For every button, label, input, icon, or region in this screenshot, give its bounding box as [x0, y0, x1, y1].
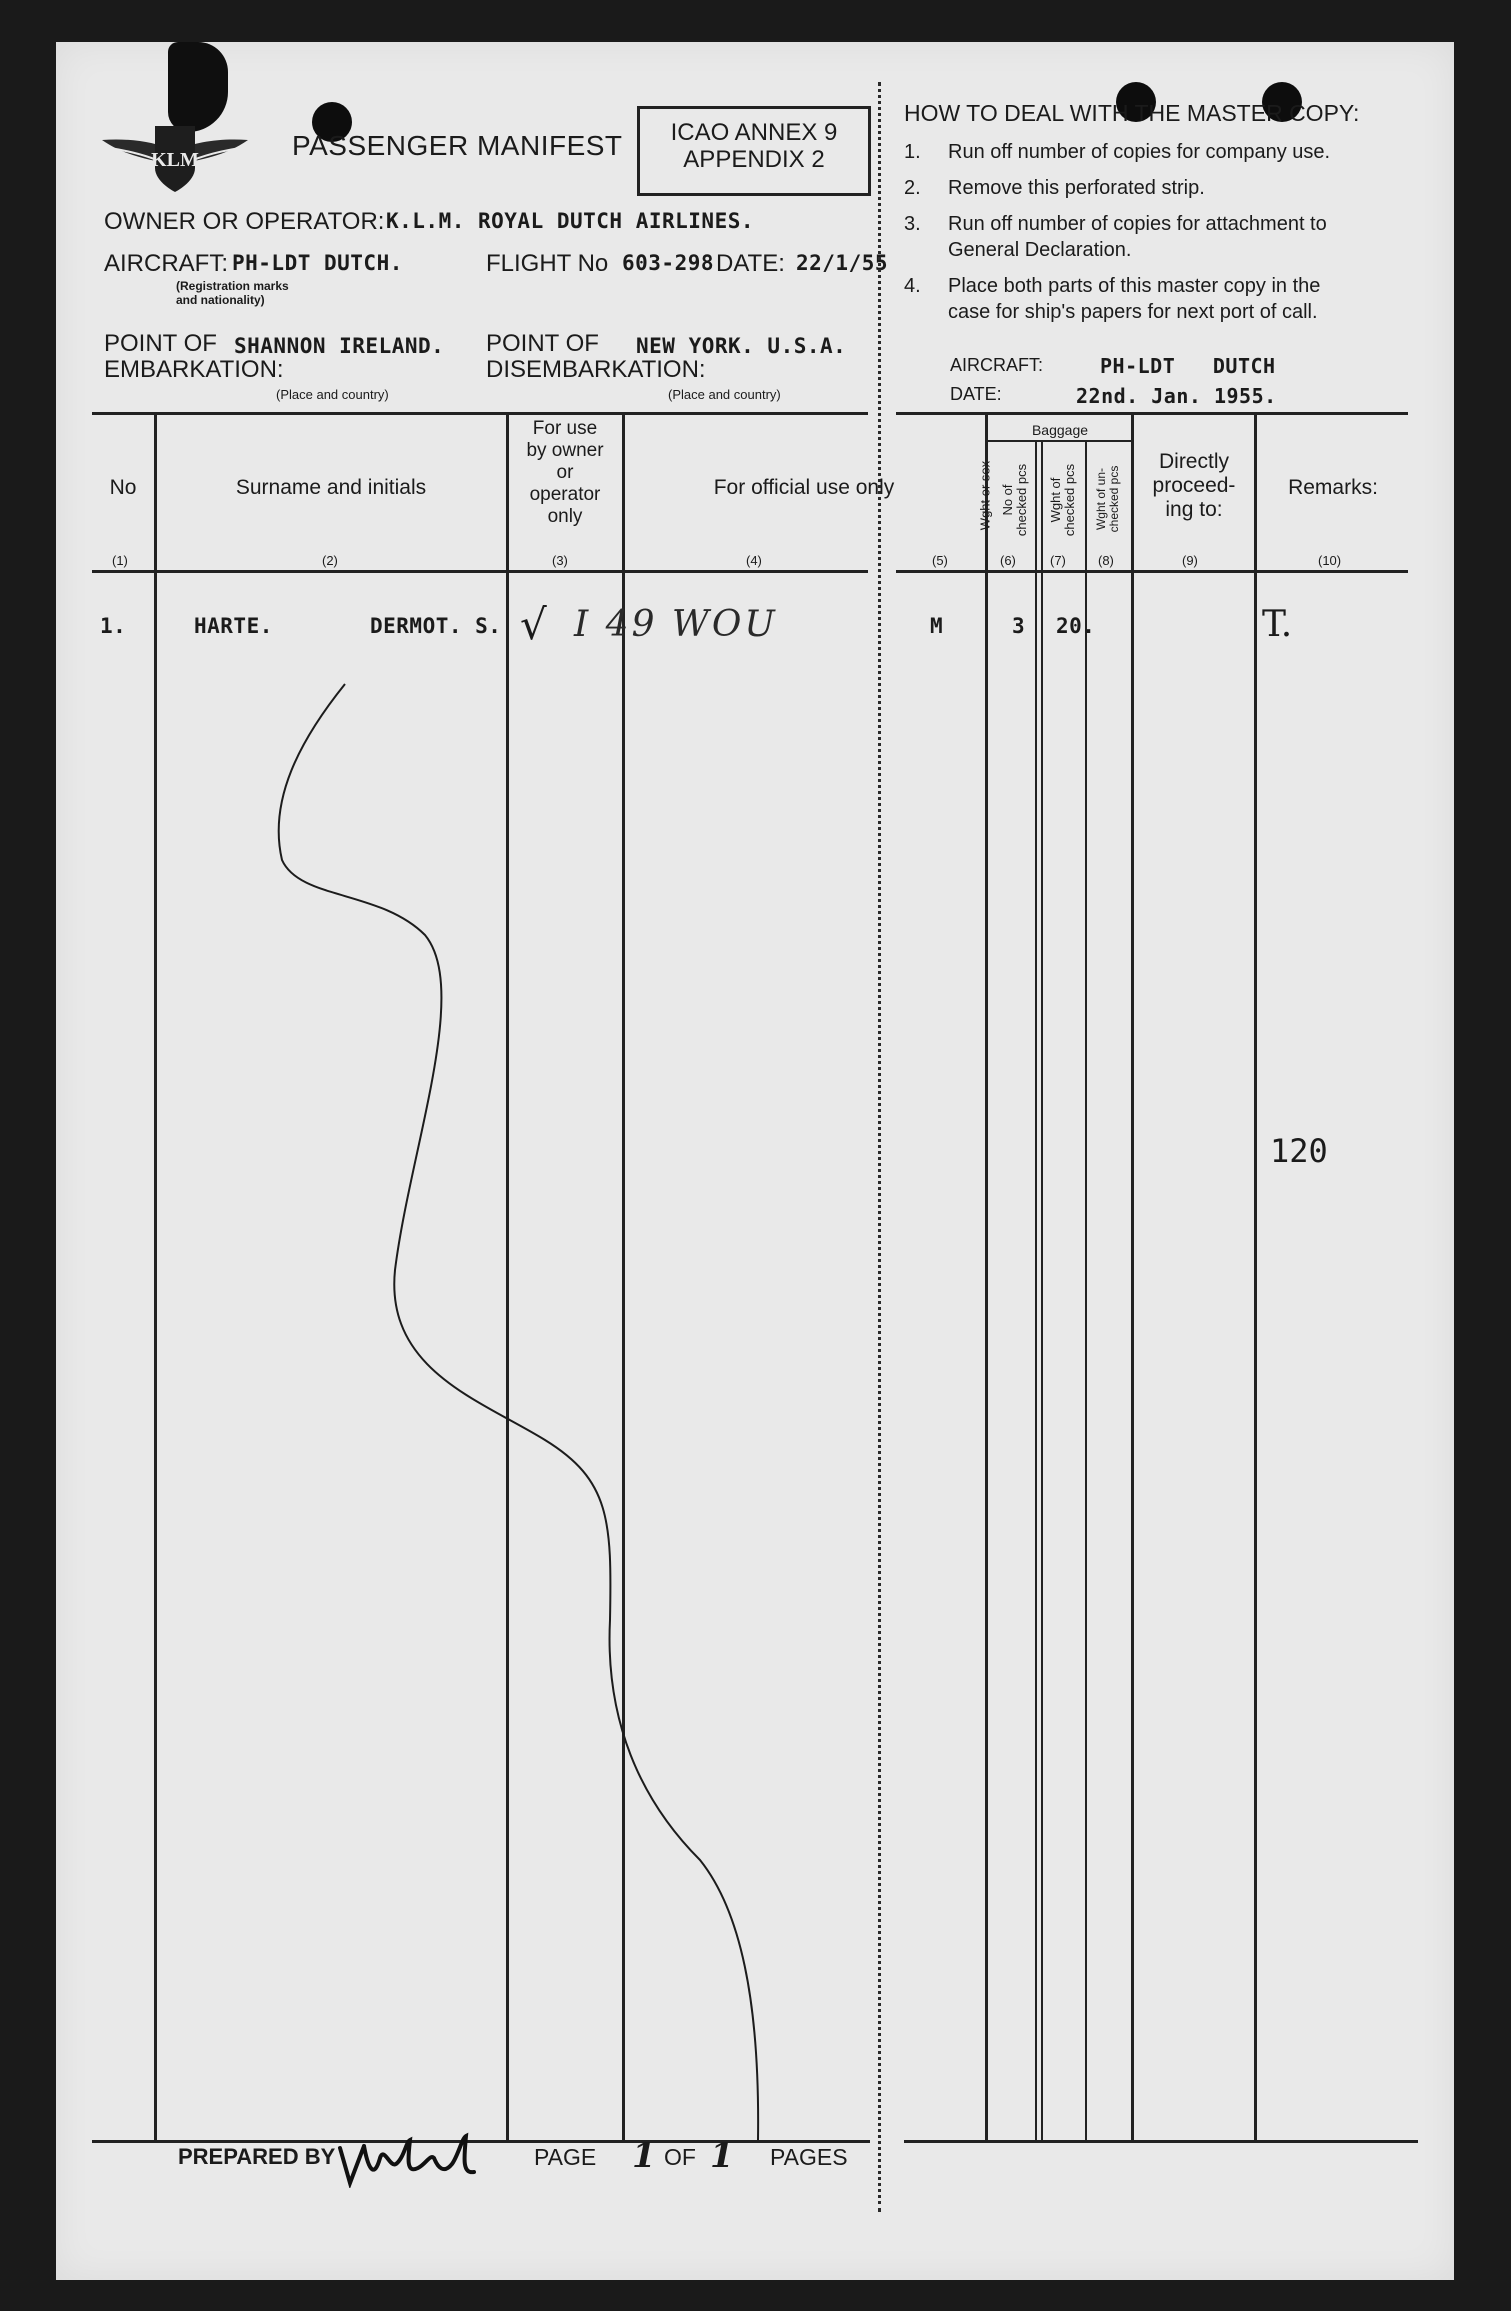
strip-date-label: DATE: — [950, 384, 1002, 404]
row-no: 1. — [100, 614, 127, 638]
margin-note: 120 — [1270, 1132, 1328, 1170]
col-num: (1) — [112, 553, 128, 568]
instruction-text-cont: General Declaration. — [948, 239, 1132, 261]
col-header-wght-checked: Wght of checked pcs — [1048, 463, 1077, 537]
disembarkation-note: (Place and country) — [668, 387, 781, 402]
col-header-owner-use: For use by owner or operator only — [526, 418, 604, 527]
embarkation-label-1: POINT OF — [104, 330, 217, 357]
col-num: (7) — [1050, 553, 1066, 568]
row-checked-pcs: 3 — [1012, 614, 1026, 638]
embarkation-label-2: EMBARKATION: — [104, 356, 284, 383]
flight-label: FLIGHT No — [486, 250, 609, 277]
instruction-num: 1. — [904, 141, 921, 163]
aircraft-note-1: (Registration marks — [176, 279, 289, 293]
col-header-num-checked: No of checked pcs — [1000, 463, 1029, 537]
row-official-code: I 49 WOU — [574, 604, 778, 645]
disembarkation-label-1: POINT OF — [486, 330, 599, 357]
col-header-baggage: Baggage — [1031, 422, 1089, 438]
instruction-text: Run off number of copies for attachment to — [948, 213, 1327, 235]
pages-label: PAGES — [770, 2144, 848, 2170]
aircraft-value: PH-LDT DUTCH. — [232, 251, 403, 275]
embarkation-note: (Place and country) — [276, 387, 389, 402]
col-num: (2) — [322, 553, 338, 568]
row-owner-check: √ — [520, 600, 547, 649]
flight-date-value: 22/1/55 — [796, 251, 889, 275]
prepared-by-label: PREPARED BY — [178, 2144, 336, 2169]
instruction-text: Remove this perforated strip. — [948, 177, 1205, 199]
row-checked-wght: 20. — [1056, 614, 1096, 638]
instructions-heading: HOW TO DEAL WITH THE MASTER COPY: — [904, 100, 1360, 126]
col-header-wght-sex: Wght or sex — [977, 460, 993, 531]
flight-date-label: DATE: — [716, 250, 785, 277]
owner-value: K.L.M. ROYAL DUTCH AIRLINES. — [386, 209, 755, 233]
of-label: OF — [664, 2144, 696, 2170]
row-surname: HARTE. — [194, 614, 273, 638]
col-num: (6) — [1000, 553, 1016, 568]
icao-appendix: APPENDIX 2 — [683, 146, 825, 173]
embarkation-value: SHANNON IRELAND. — [234, 334, 445, 358]
col-num: (9) — [1182, 553, 1198, 568]
disembarkation-value: NEW YORK. U.S.A. — [636, 334, 847, 358]
col-header-no: No — [109, 476, 137, 499]
icao-annex: ICAO ANNEX 9 — [670, 119, 838, 146]
preparer-signature — [334, 2128, 484, 2188]
instruction-text: Run off number of copies for company use. — [948, 141, 1331, 163]
instruction-num: 2. — [904, 177, 921, 199]
pages-number: 1 — [710, 2136, 734, 2176]
aircraft-label: AIRCRAFT: — [104, 250, 229, 277]
col-header-official: For official use only — [713, 476, 895, 499]
col-num: (10) — [1318, 553, 1342, 568]
col-num: (8) — [1098, 553, 1114, 568]
col-header-wght-unchecked: Wght of un- checked pcs — [1094, 465, 1121, 533]
col-header-remarks: Remarks: — [1288, 476, 1378, 499]
col-num: (4) — [746, 553, 762, 568]
row-remarks: T. — [1262, 604, 1293, 645]
col-header-surname: Surname and initials — [235, 476, 427, 499]
manifest-title: PASSENGER MANIFEST — [292, 130, 623, 161]
row-wght-sex: M — [930, 614, 944, 638]
owner-label: OWNER OR OPERATOR: — [104, 208, 385, 235]
page-label: PAGE — [534, 2144, 597, 2170]
instruction-text: Place both parts of this master copy in the — [948, 275, 1321, 297]
instruction-num: 4. — [904, 275, 921, 297]
instruction-num: 3. — [904, 213, 921, 235]
flight-value: 603-298 — [622, 251, 715, 275]
col-header-directly: Directly proceed- ing to: — [1152, 450, 1236, 521]
row-initials: DERMOT. S. — [370, 614, 502, 638]
strip-aircraft-value: PH-LDT DUTCH — [1100, 354, 1276, 378]
strip-date-value: 22nd. Jan. 1955. — [1076, 384, 1277, 408]
col-num: (3) — [552, 553, 568, 568]
instruction-text-cont: case for ship's papers for next port of call. — [948, 301, 1318, 323]
page-number: 1 — [632, 2136, 656, 2176]
svg-text:KLM: KLM — [151, 149, 199, 171]
disembarkation-label-2: DISEMBARKATION: — [486, 356, 706, 383]
aircraft-note-2: and nationality) — [176, 293, 265, 307]
strip-aircraft-label: AIRCRAFT: — [950, 355, 1044, 375]
col-num: (5) — [932, 553, 948, 568]
